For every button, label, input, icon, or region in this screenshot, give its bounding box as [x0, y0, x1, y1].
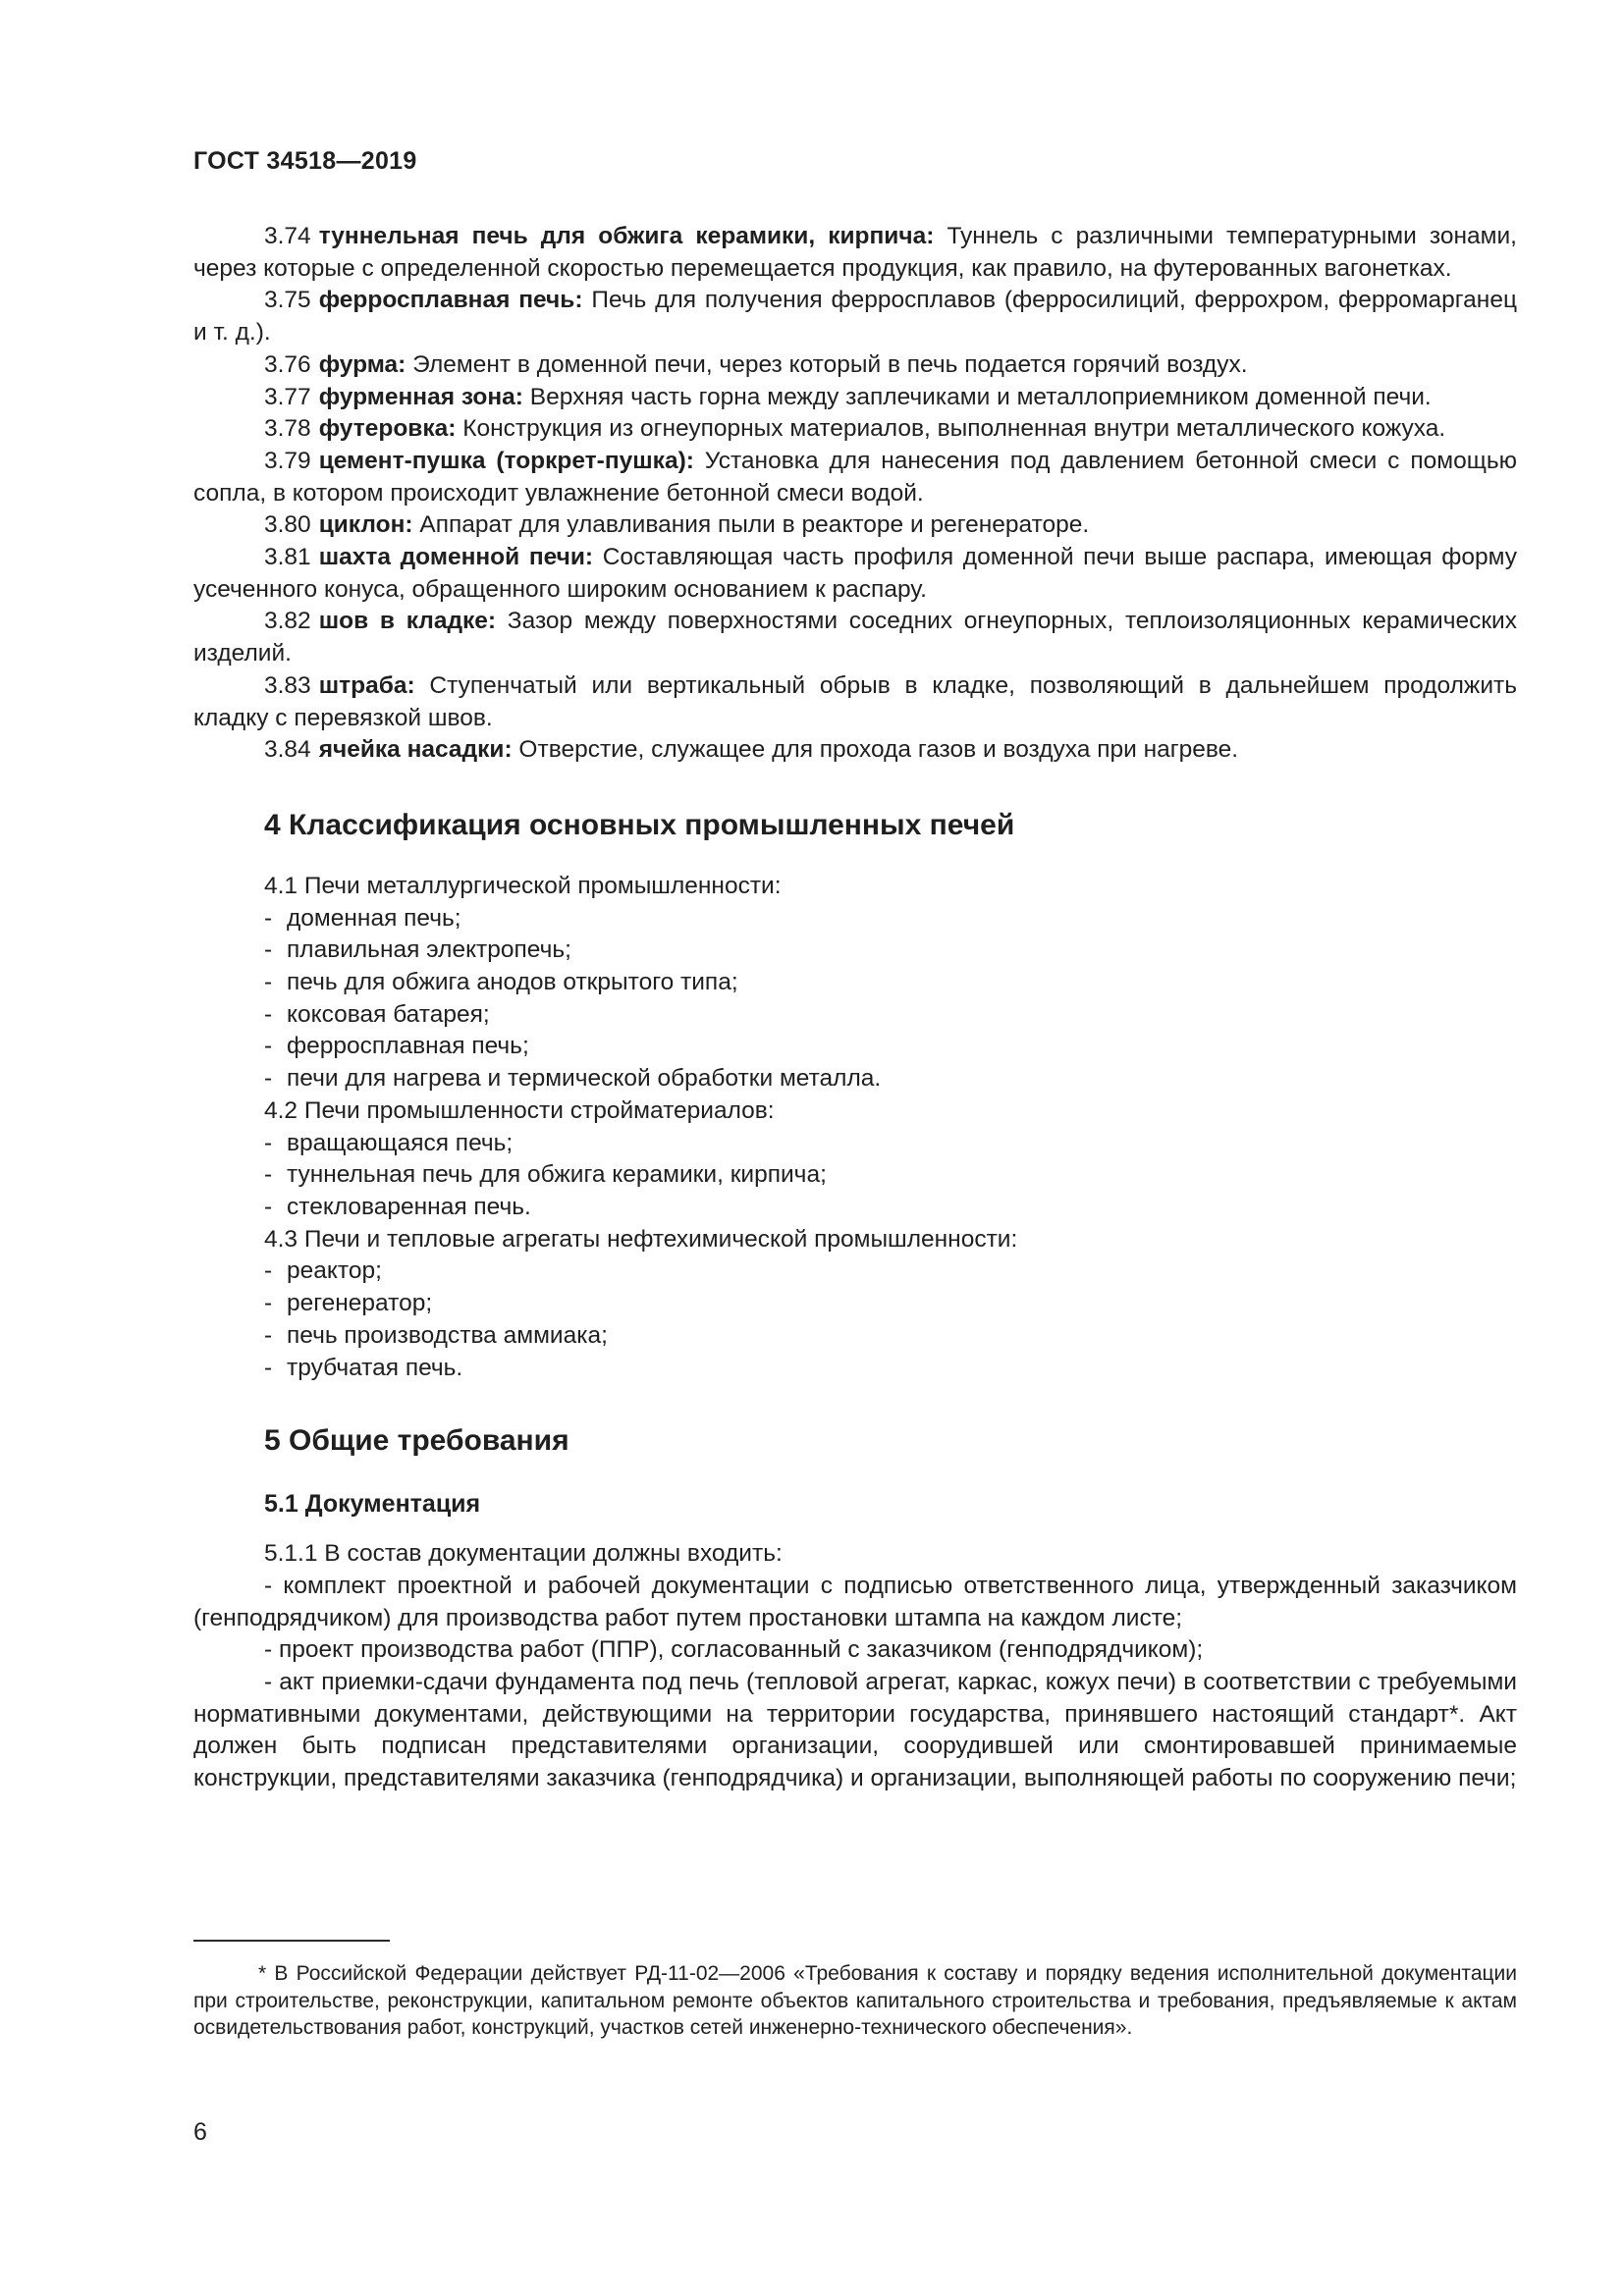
term-definition: Установка для нанесения под давлением бетонной смеси с помощью сопла, в котором происходит увлажнение бетонной смеси водой. [193, 447, 1517, 507]
term-3-83: 3.83 штраба: Ступенчатый или вертикальный обрыв в кладке, позволяющий в дальнейшем продолжить кладку с перевязкой швов. [193, 671, 1517, 731]
term-definition: Аппарат для улавливания пыли в реакторе и регенераторе. [419, 511, 1090, 539]
term-definition: Туннель с различными температурными зонами, через которые с определенной скоростью перемещается продукция, как правило, на футерованных вагонетках. [193, 223, 1517, 282]
term-3-82: 3.82 шов в кладке: Зазор между поверхностями соседних огнеупорных, теплоизоляционных керамических изделий. [193, 608, 1517, 667]
list-item: - стекловаренная печь. [193, 1192, 1517, 1224]
list-item: - реактор; [193, 1255, 1517, 1288]
term-3-79: 3.79 цемент-пушка (торкрет-пушка): Установка для нанесения под давлением бетонной смеси с помощью сопла, в котором происходит увлажнение бетонной смеси водой. [193, 447, 1517, 507]
term-3-78: 3.78 футеровка: Конструкция из огнеупорных материалов, выполненная внутри металлического кожуха. [264, 415, 1446, 443]
list-item: - туннельная печь для обжига керамики, кирпича; [193, 1159, 1517, 1192]
list-item: - вращающаяся печь; [193, 1128, 1517, 1160]
section-4-list [193, 871, 1517, 1384]
term-3-74: 3.74 туннельная печь для обжига керамики, кирпича: Туннель с различными температурными зонами, через которые с определенной скоростью перемещается продукция, как правило, на футерованных вагонетках. [193, 223, 1517, 282]
term-3-84: 3.84 ячейка насадки: Отверстие, служащее для прохода газов и воздуха при нагреве. [264, 736, 1239, 764]
list-item: - печь для обжига анодов открытого типа; [193, 967, 1517, 999]
list-item: - регенератор; [193, 1288, 1517, 1320]
term-name: туннельная печь для обжига керамики, кирпича: [318, 223, 935, 249]
group-4-2-lead: 4.2 Печи промышленности стройматериалов: [264, 1096, 775, 1124]
clause-paragraph: - проект производства работ (ППР), согласованный с заказчиком (генподрядчиком); [264, 1636, 1204, 1664]
term-name: фурма: [318, 350, 406, 378]
term-name: циклон: [318, 511, 413, 539]
term-definition: Зазор между поверхностями соседних огнеупорных, теплоизоляционных керамических изделий. [193, 608, 1517, 667]
term-name: фурменная зона: [318, 383, 523, 410]
term-3-81: 3.81 шахта доменной печи: Составляющая часть профиля доменной печи выше распара, имеющая форму усеченного конуса, обращенного широким основанием к распару. [193, 544, 1517, 603]
footnote-divider [193, 1940, 390, 1942]
clause-5-1-1-lead: 5.1.1 В состав документации должны входить: [264, 1540, 783, 1568]
term-name: штраба: [318, 671, 415, 699]
term-definition: Составляющая часть профиля доменной печи выше распара, имеющая форму усеченного конуса, обращенного широким основанием к распару. [193, 544, 1517, 603]
term-name: футеровка: [318, 415, 457, 443]
list-item: - трубчатая печь. [193, 1353, 1517, 1385]
term-definition: Отверстие, служащее для прохода газов и воздуха при нагреве. [518, 736, 1239, 764]
document-body [193, 221, 1517, 1795]
group-4-1-lead: 4.1 Печи металлургической промышленности: [264, 872, 782, 899]
list-item: - ферросплавная печь; [193, 1031, 1517, 1063]
term-3-77: 3.77 фурменная зона: Верхняя часть горна между заплечиками и металлоприемником доменной печи. [264, 383, 1432, 410]
term-3-76: 3.76 фурма: Элемент в доменной печи, через который в печь подается горячий воздух. [264, 350, 1248, 378]
footnote: * В Российской Федерации действует РД-11-02—2006 «Требования к составу и порядку ведения исполнительной документации при строительстве, реконструкции, капитальном ремонте объектов капитального строительства и требования, предъявляемые к актам освидетельствования работ, конструкций, участков сетей инженерно-технического обеспечения». [193, 1962, 1517, 2039]
section-5-title: 5 Общие требования [264, 1424, 569, 1458]
list-item: - доменная печь; [193, 903, 1517, 935]
term-definition: Печь для получения ферросплавов (ферросилиций, феррохром, ферромарганец и т. д.). [193, 287, 1517, 347]
term-name: шахта доменной печи: [318, 544, 594, 571]
page-header-standard-code: ГОСТ 34518—2019 [193, 147, 417, 175]
term-name: ферросплавная печь: [318, 287, 583, 314]
group-4-3-lead: 4.3 Печи и тепловые агрегаты нефтехимической промышленности: [264, 1225, 1018, 1253]
list-item: - плавильная электропечь; [193, 934, 1517, 967]
term-name: шов в кладке: [318, 608, 497, 635]
term-3-75: 3.75 ферросплавная печь: Печь для получения ферросплавов (ферросилиций, феррохром, ферромарганец и т. д.). [193, 287, 1517, 347]
section-4-title: 4 Классификация основных промышленных печей [264, 808, 1015, 841]
list-item: - печи для нагрева и термической обработки металла. [193, 1063, 1517, 1095]
list-item: - печь производства аммиака; [193, 1320, 1517, 1353]
clause-paragraph: - комплект проектной и рабочей документации с подписью ответственного лица, утвержденный заказчиком (генподрядчиком) для производства работ путем простановки штампа на каждом листе; [193, 1572, 1517, 1631]
term-definition: Конструкция из огнеупорных материалов, выполненная внутри металлического кожуха. [462, 415, 1446, 443]
term-definition: Верхняя часть горна между заплечиками и металлоприемником доменной печи. [529, 383, 1432, 410]
page-number: 6 [193, 2118, 207, 2146]
term-3-80: 3.80 циклон: Аппарат для улавливания пыли в реакторе и регенераторе. [264, 511, 1090, 539]
clause-paragraph: - акт приемки-сдачи фундамента под печь (тепловой агрегат, каркас, кожух печи) в соответствии с требуемыми нормативными документами, действующими на территории государства, принявшего настоящий стандарт*. Акт должен быть подписан представителями организации, соорудившей или смонтировавшей принимаемые конструкции, представителями заказчика (генподрядчика) и организации, выполняющей работы по сооружению печи; [193, 1669, 1517, 1792]
term-definition: Элемент в доменной печи, через который в печь подается горячий воздух. [412, 350, 1248, 378]
term-definition: Ступенчатый или вертикальный обрыв в кладке, позволяющий в дальнейшем продолжить кладку с перевязкой швов. [193, 671, 1517, 731]
term-name: цемент-пушка (торкрет-пушка): [318, 447, 694, 474]
subsection-5-1-title: 5.1 Документация [264, 1490, 481, 1519]
term-name: ячейка насадки: [318, 736, 513, 764]
list-item: - коксовая батарея; [193, 999, 1517, 1032]
